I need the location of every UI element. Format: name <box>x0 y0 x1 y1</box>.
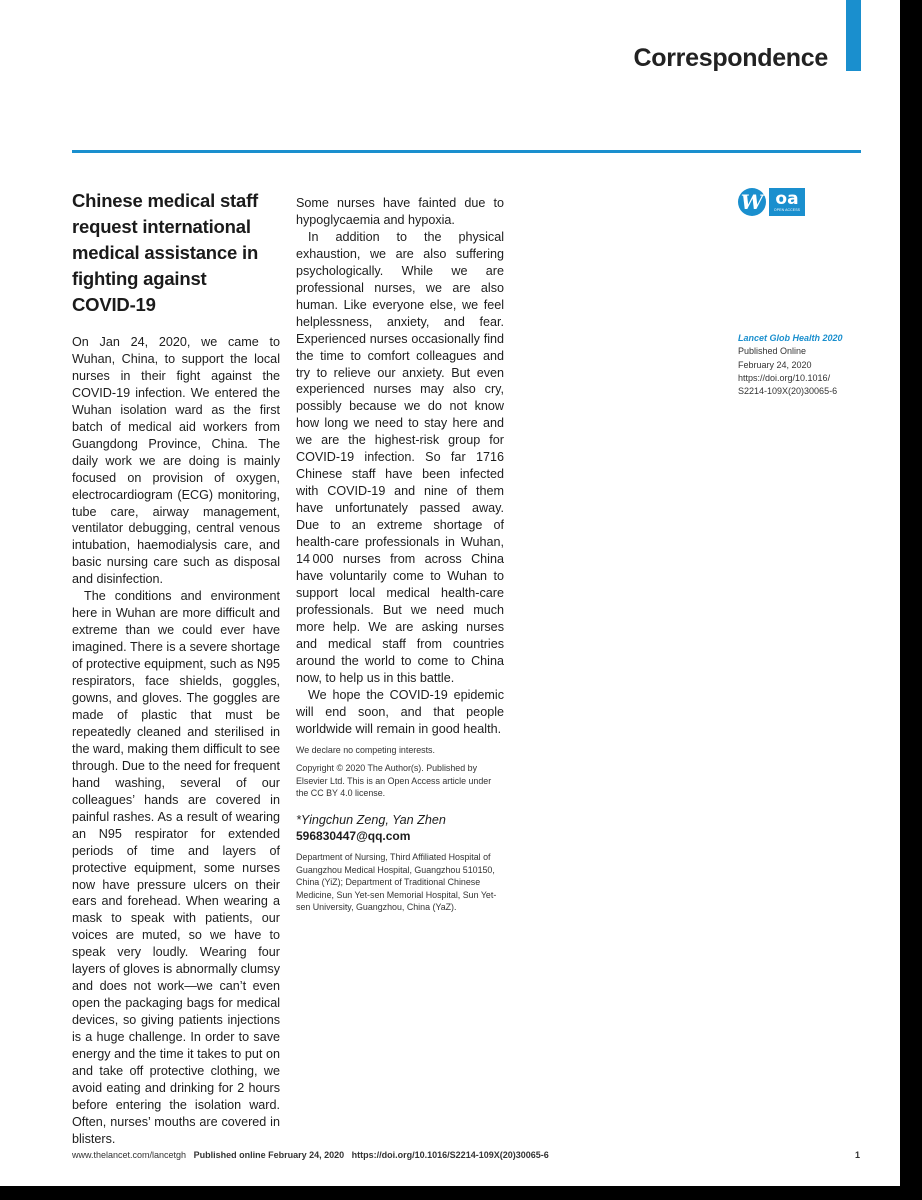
body-paragraph: The conditions and environment here in Wuhan are more difficult and extreme than we could ever have imagined. There is a severe shortage of protective equipment, such as N95 respirators, face shields, goggles, gowns, and gloves. The goggles are made of plastic that must be repeatedly cleaned and sterilised in the ward, making them difficult to see through. Due to the need for frequent hand washing, several of our colleagues’ hands are covered in painful rashes. As a result of wearing an N95 respirator for extended periods of time and layers of protective equipment, some nurses now have pressure ulcers on their ears and forehead. When wearing a mask to speak with patients, our voices are muted, so we have to speak very loudly. Wearing four layers of gloves is abnormally clumsy and does not work—we can’t even open the packaging bags for medical devices, so giving patients injections is a huge challenge. In order to save energy and the time it takes to put on and take off protective clothing, we avoid eating and drinking for 2 hours before entering the isolation ward. Often, nurses’ mouths are covered in blisters. <box>72 589 280 1146</box>
body-paragraph: On Jan 24, 2020, we came to Wuhan, China, to support the local nurses in their fight against the COVID-19 infection. We entered the Wuhan isolation ward as the first batch of medical aid workers from Guangdong Province, China. The daily work we are doing is mainly focused on provision of oxygen, electrocardiogram (ECG) monitoring, tube care, airway management, ventilator debugging, central venous intubation, haemodialysis care, and basic nursing care such as disposal and disinfection. <box>72 335 280 587</box>
page-footer <box>72 1150 860 1160</box>
lancet-w-icon: W <box>738 188 766 216</box>
article-title: Chinese medical staff request international medical assistance in fighting against COVID-19 <box>72 190 259 315</box>
published-label: Published Online <box>738 346 807 357</box>
footer-doi-link[interactable]: https://doi.org/10.1016/S2214-109X(20)30065-6 <box>351 1150 549 1160</box>
page-number: 1 <box>854 1150 860 1160</box>
section-tab-marker <box>846 0 861 71</box>
open-access-logo <box>738 188 805 216</box>
footer-published: Published online February 24, 2020 <box>193 1150 345 1160</box>
copyright-notice: Copyright © 2020 The Author(s). Published by Elsevier Ltd. This is an Open Access article under the CC BY 4.0 license. <box>296 763 492 798</box>
footer-url-link[interactable]: www.thelancet.com/lancetgh <box>72 1150 187 1160</box>
published-date: February 24, 2020 <box>738 359 812 370</box>
publication-sidebar <box>738 332 868 398</box>
body-paragraph: In addition to the physical exhaustion, we are also suffering psychologically. While we are professional nurses, we are also human. Like everyone else, we feel helplessness, anxiety, and fear. Experienced nurses occasionally find the time to comfort colleagues and try to relieve our anxiety. But even experienced nurses may also cry, possibly because we do not know how long we need to stay here and we are the highest-risk group for COVID-19 infection. So far 1716 Chinese staff have been infected with COVID-19 and nine of them have unfortunately passed away. Due to an extreme shortage of health-care professionals in Wuhan, 14 000 nurses from across China have voluntarily come to Wuhan to support local medical health-care professionals. But we need much more help. We are asking nurses and medical staff from countries around the world to come to China now, to help us in this battle. <box>296 229 504 685</box>
section-title: Correspondence <box>633 44 828 72</box>
author-email-link[interactable]: 596830447@qq.com <box>296 829 411 844</box>
competing-interests: We declare no competing interests. <box>296 744 435 755</box>
author-affiliation: Department of Nursing, Third Affiliated Hospital of Guangzhou Medical Hospital, Guangzhou 510150, China (YiZ); Department of Traditional Chinese Medicine, Sun Yet-sen Memorial Hospital, Sun Yet-sen University, Guangzhou, China (YaZ). <box>296 852 497 913</box>
doi-link-part1[interactable]: https://doi.org/10.1016/ <box>738 372 831 383</box>
header-rule <box>72 150 861 153</box>
column-1 <box>72 334 280 1148</box>
body-paragraph: Some nurses have fainted due to hypoglycaemia and hypoxia. <box>296 196 504 227</box>
body-paragraph: We hope the COVID-19 epidemic will end soon, and that people worldwide will remain in good health. <box>296 687 504 736</box>
journal-citation: Lancet Glob Health 2020 <box>738 333 843 343</box>
oa-badge: oa OPEN ACCESS <box>769 188 805 216</box>
doi-link-part2[interactable]: S2214-109X(20)30065-6 <box>738 386 838 397</box>
column-2 <box>296 195 504 914</box>
author-names: *Yingchun Zeng, Yan Zhen <box>296 812 446 827</box>
